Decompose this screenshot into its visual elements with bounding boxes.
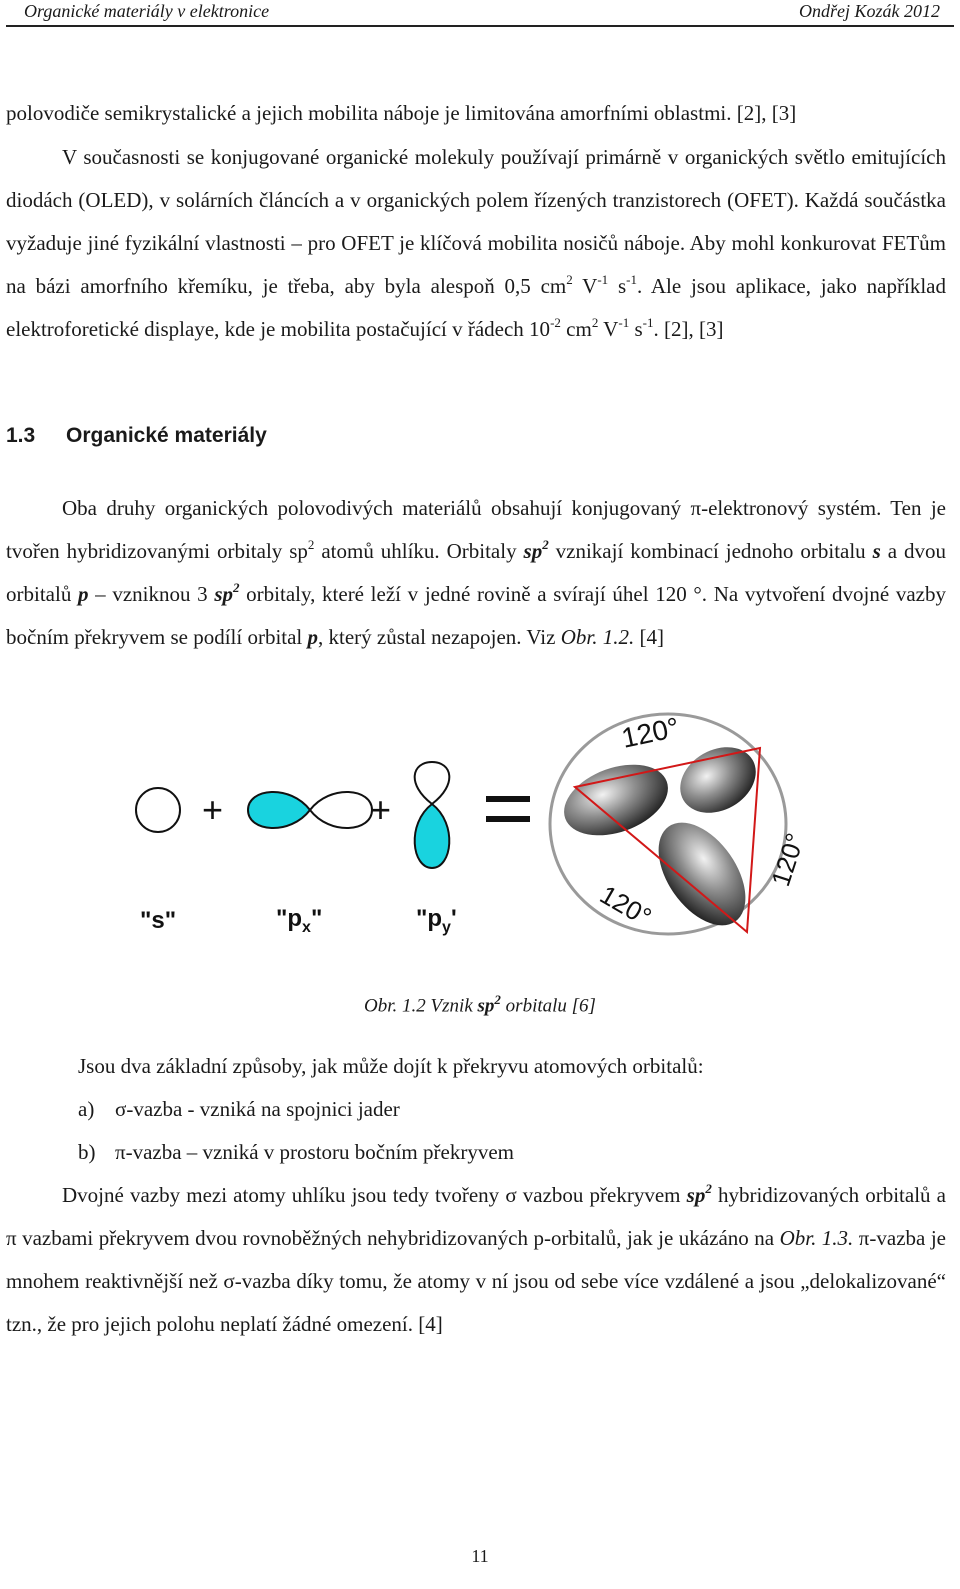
figure-reference: Obr. 1.2.: [560, 625, 635, 649]
equals-sign-bottom: [486, 816, 530, 822]
section-number: 1.3: [6, 424, 36, 447]
para2-text: – vzniknou 3: [88, 582, 215, 606]
superscript: 2: [705, 1181, 712, 1196]
para2-text: , který zůstal nezapojen. Viz: [318, 625, 561, 649]
angle-label-top: 120°: [618, 712, 682, 754]
label-px-end: ": [310, 905, 323, 932]
superscript: 2: [307, 537, 315, 552]
header-author: Ondřej Kozák 2012: [799, 1, 940, 21]
para1-text-c: s: [608, 274, 627, 298]
para1-text-e: cm: [560, 317, 592, 341]
para2-text: a dvou orbitalů: [6, 539, 946, 606]
list-text-b: π-vazba – vzniká v prostoru bočním překryvem: [115, 1140, 514, 1164]
plus-sign-2: +: [370, 789, 392, 830]
para3-text: Dvojné vazby mezi atomy uhlíku jsou tedy tvořeny σ vazbou překryvem: [62, 1183, 687, 1207]
sp2-lobe-bottom: [641, 807, 763, 941]
figure-caption: [0, 992, 960, 1017]
label-px-subscript: x: [302, 919, 311, 936]
label-px-orbital: [276, 905, 322, 936]
paragraph-1-first-line: [6, 92, 946, 135]
caption-suffix: orbitalu [6]: [500, 995, 596, 1017]
label-py-subscript: y: [442, 919, 451, 936]
caption-prefix: Obr. 1.2 Vznik: [364, 995, 478, 1017]
list-item-a: [78, 1097, 400, 1122]
caption-superscript: 2: [494, 992, 501, 1007]
label-py-text: "p: [416, 905, 443, 932]
superscript: -1: [618, 315, 630, 330]
para3-text: π-vazba je mnohem reaktivnější než σ-vazba díky tomu, že atomy v ní jsou od sebe více vzdálené a jsou „delokalizované“ tzn., že pro jejich polohu neplatí žádné omezení. [4]: [6, 1226, 946, 1336]
paragraph-2: [6, 487, 946, 659]
px-orbital-right-lobe: [310, 792, 372, 828]
label-s-orbital: [140, 907, 176, 934]
superscript: -2: [550, 315, 561, 330]
equals-sign-top: [486, 796, 530, 802]
superscript: -1: [642, 315, 654, 330]
superscript: 2: [591, 315, 599, 330]
list-marker-b: b): [78, 1140, 96, 1164]
plus-sign-1: +: [202, 789, 224, 830]
label-px-text: "p: [276, 905, 303, 932]
para1-text-d: . Ale jsou aplikace, jako například elektroforetické displaye, kde je mobilita postačující v řádech 10: [6, 274, 946, 341]
para1-text-f: V: [598, 317, 619, 341]
label-py-orbital: [416, 905, 457, 936]
section-title: Organické materiály: [66, 424, 267, 447]
angle-label-right: 120°: [765, 829, 810, 890]
py-orbital-top-lobe: [415, 762, 450, 804]
para2-text: Oba druhy organických polovodivých materiálů obsahují konjugovaný π-elektronový systém. Ten je tvořen hybridizovanými orbitaly sp: [6, 496, 946, 563]
para1-text-g: s: [629, 317, 643, 341]
section-heading: [6, 424, 267, 448]
p-term: p: [77, 582, 89, 606]
para2-text: vznikají kombinací jednoho orbitalu: [548, 539, 873, 563]
label-s-text: "s": [140, 907, 177, 934]
superscript: -1: [626, 272, 637, 287]
sp-term: sp: [523, 539, 543, 563]
para2-text: atomů uhlíku. Orbitaly: [314, 539, 524, 563]
paragraph-1: [6, 136, 946, 351]
sp-term: sp: [214, 582, 233, 606]
para1-text-h: . [2], [3]: [653, 317, 724, 341]
header-rule: [6, 25, 954, 27]
para1-line1: polovodiče semikrystalické a jejich mobilita náboje je limitována amorfními oblastmi. [2], [3]: [6, 101, 797, 125]
header-title: Organické materiály v elektronice: [24, 1, 270, 21]
para1-text-b: V: [572, 274, 598, 298]
page-number: 11: [471, 1546, 489, 1566]
s-orbital-circle: [136, 788, 180, 832]
figure-reference: Obr. 1.3.: [779, 1226, 854, 1250]
label-py-end: ': [450, 905, 457, 932]
caption-sp: sp: [477, 995, 495, 1017]
list-item-b: [78, 1140, 514, 1165]
px-orbital-left-lobe: [248, 792, 310, 828]
para2-text: orbitaly, které leží v jedné rovině a svírají úhel 120 °. Na vytvoření dvojné vazby bočním překryvem se podílí orbital: [6, 582, 946, 649]
sp2-lobe-left: [554, 751, 677, 848]
para3-text: hybridizovaných orbitalů a π vazbami překryvem dvou rovnoběžných nehybridizovaných p-orbitalů, jak je ukázáno na: [6, 1183, 946, 1250]
superscript: 2: [566, 272, 573, 287]
superscript: -1: [597, 272, 609, 287]
list-marker-a: a): [78, 1097, 95, 1121]
sp2-hybridization-figure: [120, 712, 810, 952]
paragraph-3: [6, 1174, 946, 1346]
superscript: 2: [233, 580, 240, 595]
p-term: p: [307, 625, 319, 649]
angle-label-bottom: 120°: [595, 879, 657, 933]
py-orbital-bottom-lobe: [415, 804, 450, 868]
para1-text-a: V současnosti se konjugované organické molekuly používají primárně v organických světlo emitujících diodách (OLED), v solárních článcích a v organických polem řízených tranzistorech (OFET). Každá součástka vyžaduje jiné fyzikální vlastnosti – pro OFET je klíčová mobilita nosičů náboje. Aby mohl konkurovat FETům na bázi amorfního křemíku, je třeba, aby byla alespoň 0,5 cm: [6, 145, 946, 298]
para2-text: [4]: [634, 625, 664, 649]
list-intro: Jsou dva základní způsoby, jak může dojít k překryvu atomových orbitalů:: [78, 1054, 704, 1078]
page-header: [6, 0, 954, 26]
sp-term: sp: [686, 1183, 706, 1207]
superscript: 2: [542, 537, 549, 552]
s-term: s: [872, 539, 881, 563]
list-text-a: σ-vazba - vzniká na spojnici jader: [115, 1097, 400, 1121]
